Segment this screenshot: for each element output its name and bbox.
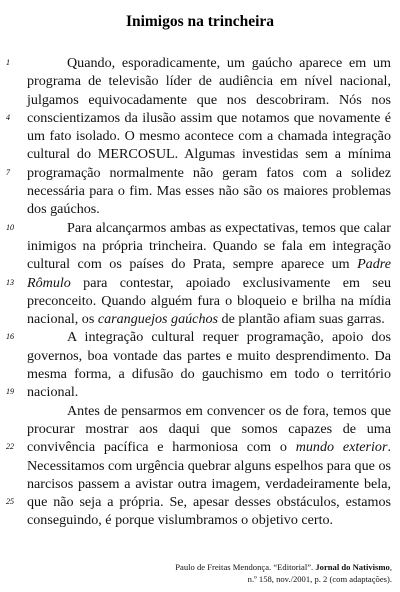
text-line: 13 Rômulo para contestar, apoiado exclusivamente em seu bbox=[6, 274, 391, 291]
text-line: narcisos passem a avistar outra imagem, verdadeiramente bela, bbox=[27, 475, 391, 492]
source-citation bbox=[172, 561, 392, 585]
text-line: mesma forma, a difusão do gauchismo em todo o território bbox=[27, 366, 391, 383]
text-line: programa de televisão líder de audiência em nível nacional, bbox=[27, 73, 391, 90]
source-details: , n.º 158, nov./2001, p. 2 (com adaptações). bbox=[247, 562, 392, 584]
text-line: inimigos na própria trincheira. Quando se fala em integração bbox=[27, 237, 391, 254]
text-line: 25 que não seja a própria. Se, apesar desses obstáculos, estamos bbox=[6, 494, 391, 511]
text-line: 7 programação normalmente não geram fatos com a solidez bbox=[6, 164, 391, 181]
line-number: 7 bbox=[6, 167, 10, 177]
line-number: 4 bbox=[6, 112, 10, 122]
source-journal: Jornal do Nativismo bbox=[315, 562, 390, 572]
text-line: julgamos equivocadamente que nos descobriram. Nós nos bbox=[27, 91, 391, 108]
text-line: 16 A integração cultural requer programação, apoio dos bbox=[6, 329, 391, 346]
text-line: Necessitamos com urgência quebrar alguns espelhos para que os bbox=[27, 457, 391, 474]
italic-phrase: mundo exterior bbox=[295, 439, 388, 456]
source-article: “Editorial”. bbox=[273, 562, 314, 572]
italic-phrase: caranguejos gaúchos bbox=[97, 311, 219, 328]
text-line: 4 conscientizamos da ilusão assim que notamos que novamente é bbox=[6, 109, 391, 126]
line-number: 22 bbox=[6, 442, 14, 452]
text-line: 1 Quando, esporadicamente, um gaúcho aparece em um bbox=[6, 55, 391, 71]
text-line: 10 Para alcançarmos ambas as expectativas, temos que calar bbox=[6, 219, 391, 236]
article-body bbox=[6, 54, 391, 530]
line-number: 13 bbox=[6, 277, 14, 287]
text-line: conseguindo, é porque vislumbramos o objetivo certo. bbox=[27, 512, 334, 529]
text-line: Antes de pensarmos em convencer os de fora, temos que bbox=[67, 402, 391, 419]
text-line: cultural com os países do Prata, sempre aparece um Padre bbox=[27, 256, 391, 273]
text-line: procurar mostrar aos daqui que somos capazes de uma bbox=[27, 420, 391, 437]
line-number: 10 bbox=[6, 222, 14, 232]
italic-phrase: Padre bbox=[357, 256, 391, 273]
text-line: um fato isolado. O mesmo acontece com a chamada integração bbox=[27, 128, 391, 145]
line-number: 19 bbox=[6, 387, 14, 397]
text-line: dos gaúchos. bbox=[27, 201, 100, 218]
line-number: 25 bbox=[6, 497, 14, 507]
line-number: 1 bbox=[6, 58, 10, 67]
text-line: cultural do MERCOSUL. Algumas investidas sem a mínima bbox=[27, 146, 391, 163]
text-line: 22 convivência pacífica e harmoniosa com o mundo exterior. bbox=[6, 439, 391, 456]
text-line: nacional, os caranguejos gaúchos de plantão afiam suas garras. bbox=[27, 311, 385, 328]
italic-phrase: Rômulo bbox=[27, 274, 71, 291]
text-line: governos, boa vontade das partes e muito desprendimento. Da bbox=[27, 347, 391, 364]
text-line: necessária para o fim. Mas esses não são os maiores problemas bbox=[27, 183, 391, 200]
document-title: Inimigos na trincheira bbox=[125, 13, 275, 30]
text-line: preconceito. Quando alguém fura o bloqueio e brilha na mídia bbox=[27, 292, 391, 309]
text-line: 19 nacional. bbox=[6, 384, 79, 401]
line-number: 16 bbox=[6, 332, 14, 342]
source-author: Paulo de Freitas Mendonça. bbox=[175, 562, 272, 572]
